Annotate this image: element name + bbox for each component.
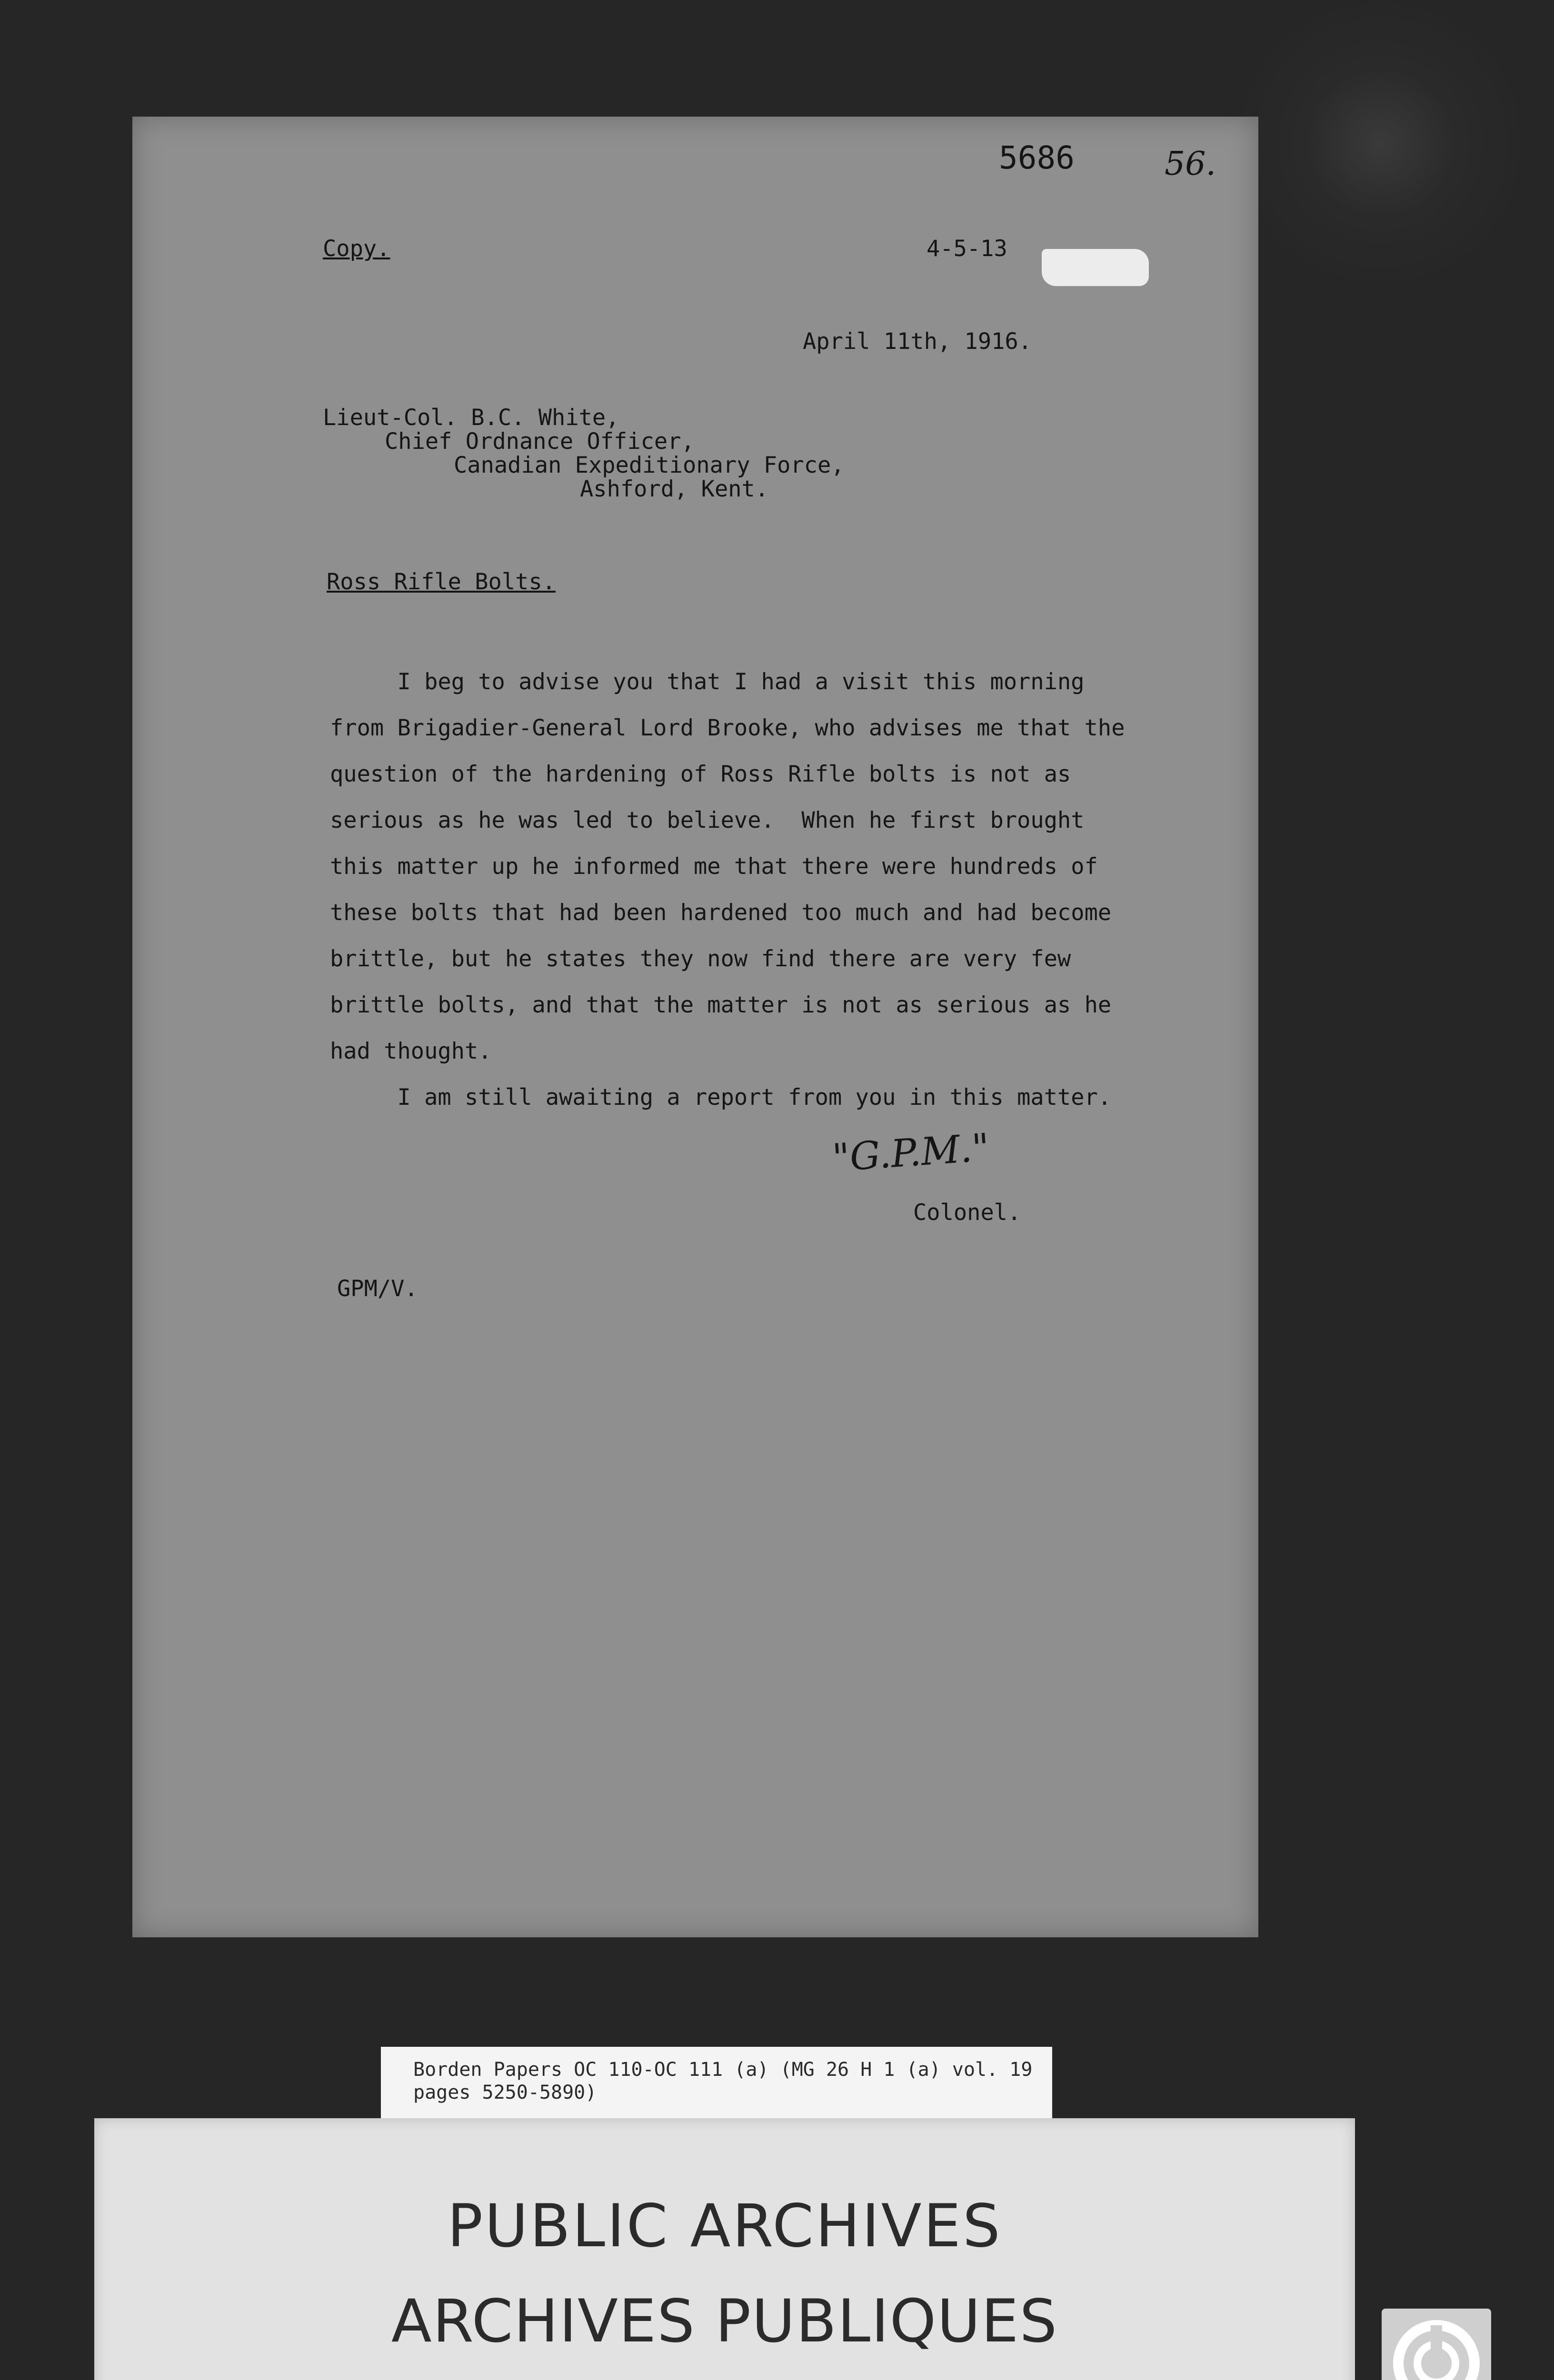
body-line: this matter up he informed me that there were hundreds of	[330, 853, 1098, 880]
body-line: serious as he was led to believe. When he first brought	[330, 807, 1085, 833]
body-line: question of the hardening of Ross Rifle bolts is not as	[330, 761, 1071, 787]
body-line: I am still awaiting a report from you in this matter.	[330, 1084, 1112, 1111]
reference-initials: GPM/V.	[337, 1276, 418, 1302]
archives-emblem-icon	[1377, 2304, 1496, 2380]
letter-page	[132, 117, 1258, 1937]
letter-subject: Ross Rifle Bolts.	[327, 569, 556, 595]
file-reference: 4-5-13	[926, 236, 1007, 262]
letter-date: April 11th, 1916.	[803, 328, 1032, 355]
archives-plaque	[94, 2118, 1355, 2380]
body-line: I beg to advise you that I had a visit this morning	[330, 669, 1085, 695]
signatory-rank: Colonel.	[913, 1200, 1021, 1226]
redaction-patch	[1042, 249, 1149, 286]
body-line: brittle bolts, and that the matter is not as serious as he	[330, 992, 1112, 1018]
folio-number: 56.	[1165, 145, 1216, 183]
body-line: had thought.	[330, 1038, 492, 1064]
signature-initials: "G.P.M."	[831, 1125, 991, 1180]
archive-number: 5686	[999, 139, 1075, 176]
citation-label	[381, 2047, 1052, 2118]
address-line: Ashford, Kent.	[580, 476, 769, 502]
address-line: Chief Ordnance Officer,	[385, 428, 695, 455]
body-line: these bolts that had been hardened too much and had become	[330, 900, 1112, 926]
citation-line: Borden Papers OC 110-OC 111 (a) (MG 26 H 1 (a) vol. 19	[413, 2059, 1033, 2081]
copy-label: Copy.	[323, 236, 390, 262]
address-line: Lieut-Col. B.C. White,	[323, 405, 619, 431]
body-line: brittle, but he states they now find there are very few	[330, 946, 1071, 972]
body-line: from Brigadier-General Lord Brooke, who advises me that the	[330, 715, 1125, 741]
address-line: Canadian Expeditionary Force,	[454, 452, 845, 478]
citation-line: pages 5250-5890)	[413, 2082, 597, 2103]
plaque-title-english: PUBLIC ARCHIVES	[447, 2192, 1002, 2261]
plaque-title-french: ARCHIVES PUBLIQUES	[391, 2287, 1058, 2356]
